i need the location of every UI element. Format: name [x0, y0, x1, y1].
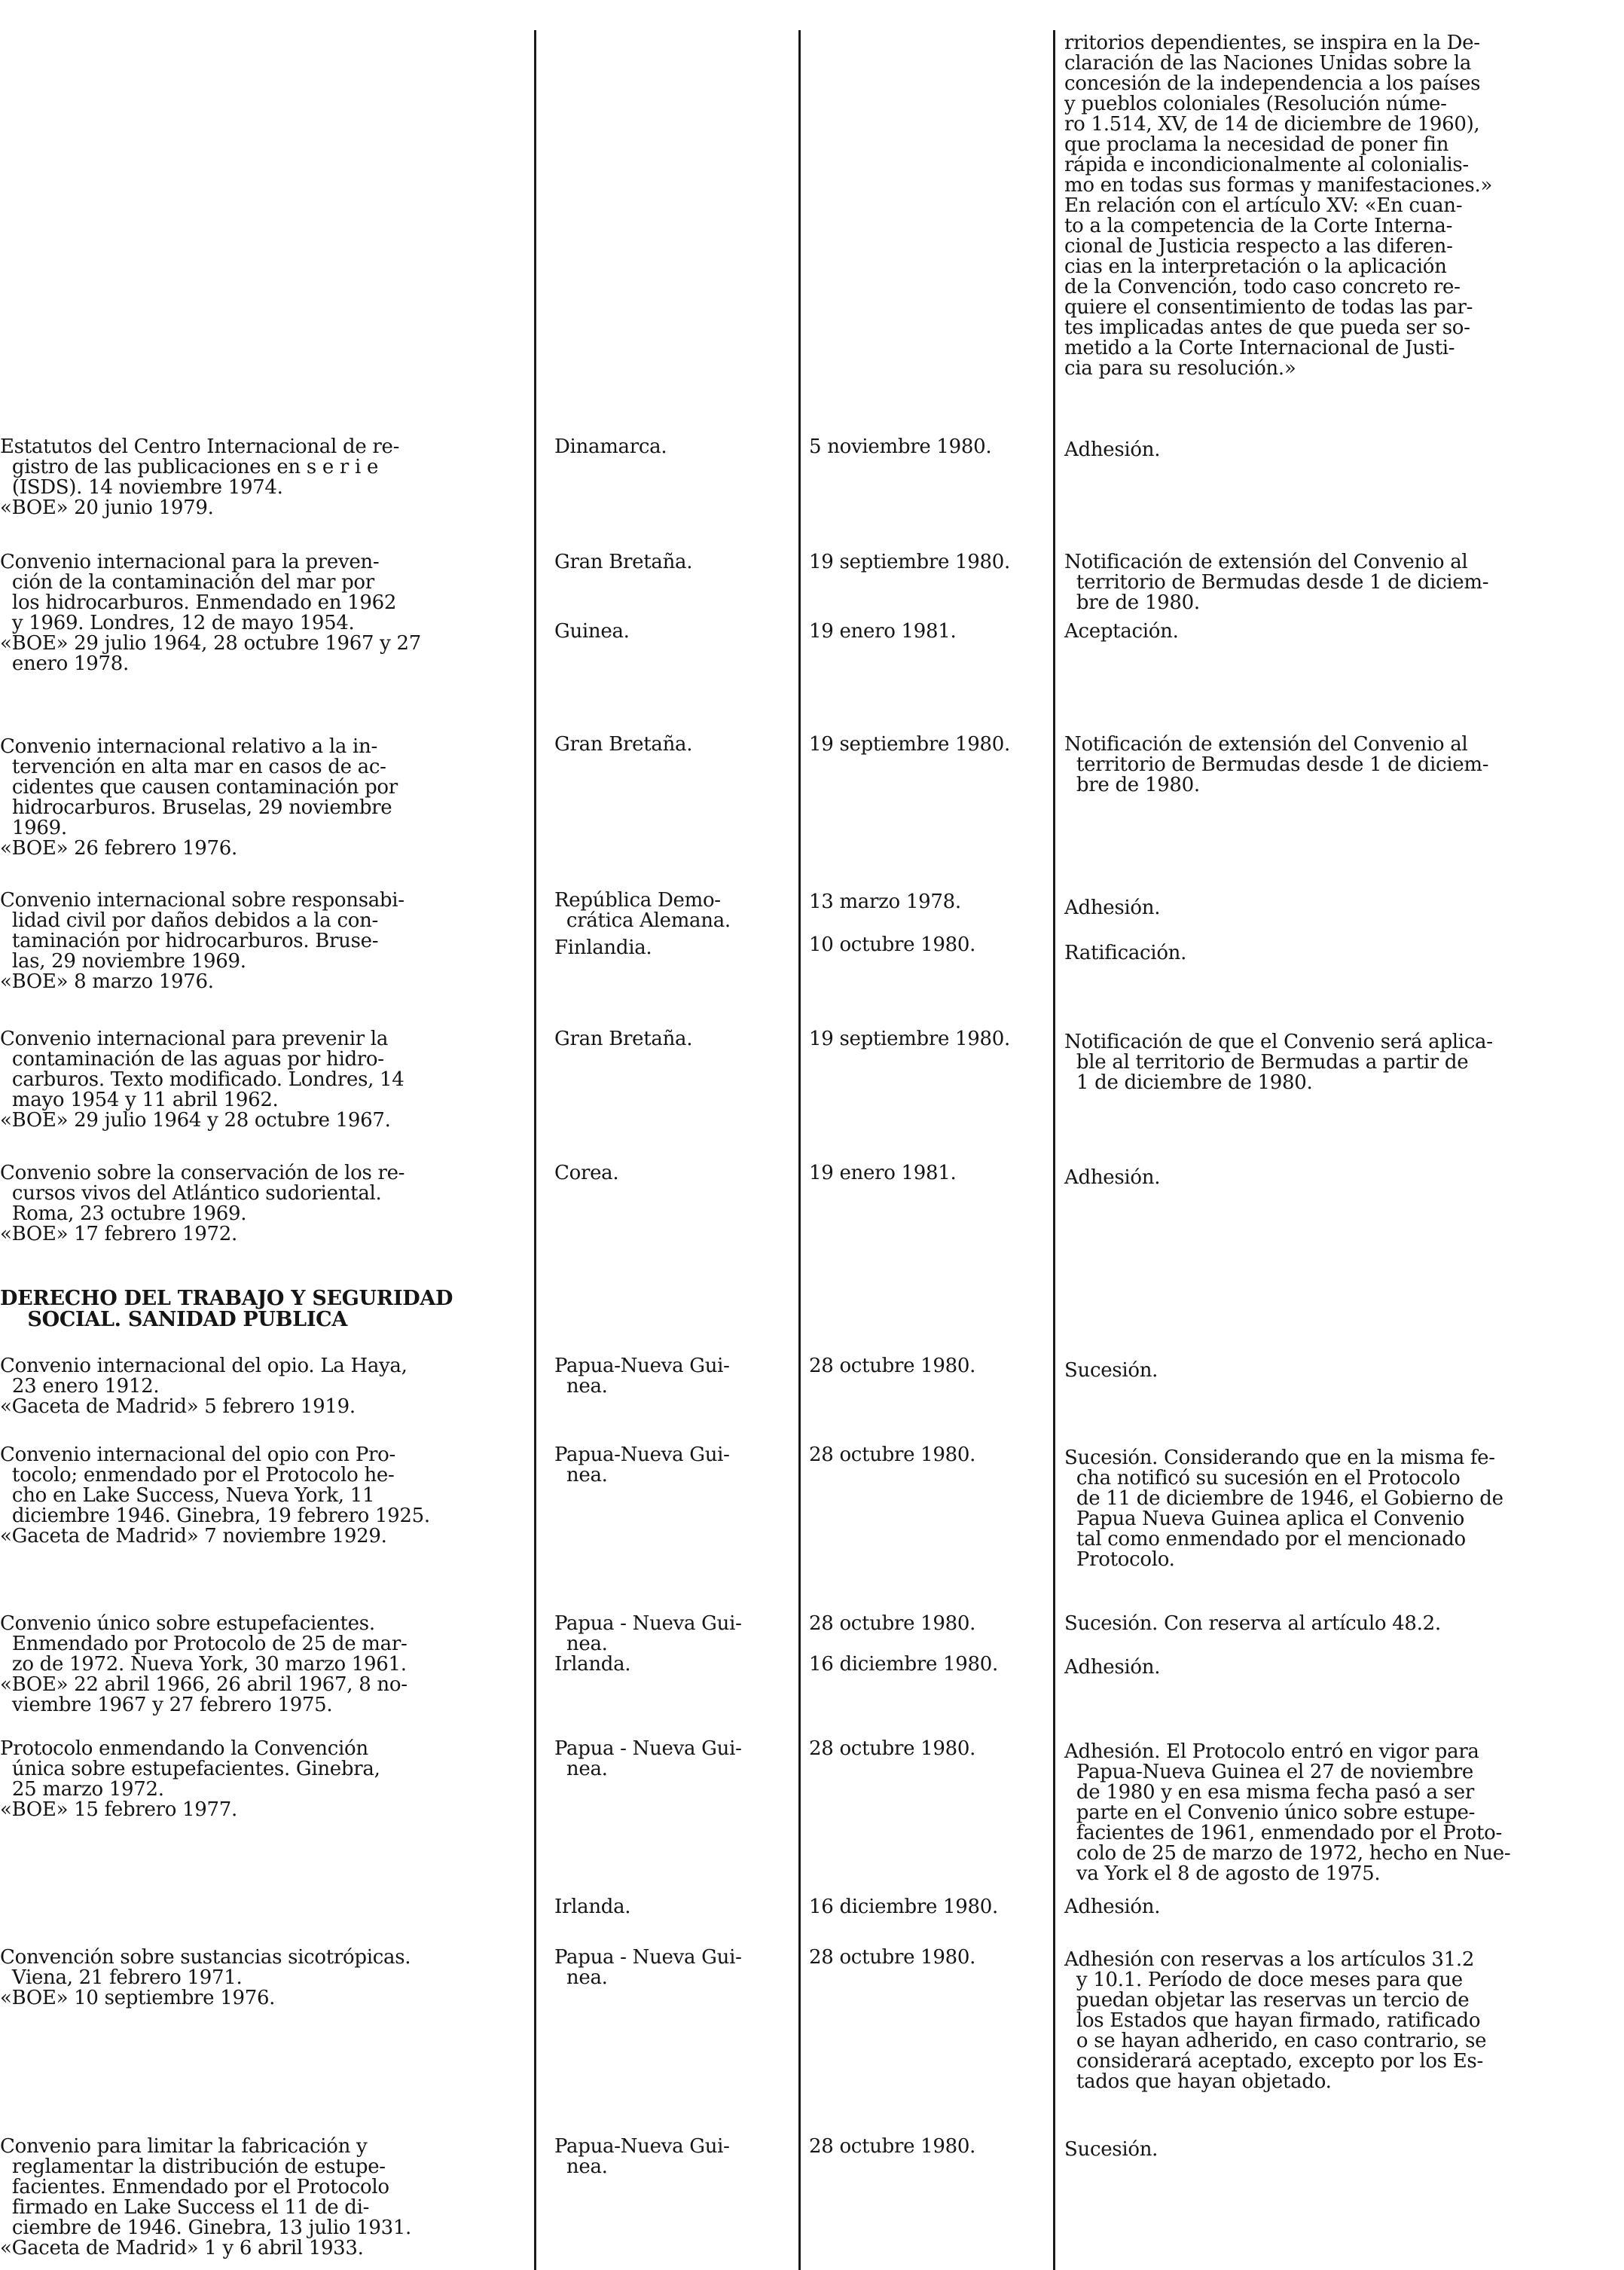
action-date: 5 noviembre 1980.	[809, 435, 992, 458]
action-date: 28 octubre 1980.	[809, 1737, 976, 1760]
state-name: Papua-Nueva Gui- nea.	[554, 1444, 730, 1486]
state-name: Gran Bretaña.	[554, 551, 693, 573]
remark-text: Adhesión.	[1064, 1656, 1161, 1679]
state-name: Irlanda.	[554, 1896, 631, 1918]
treaty-entry: Convenio internacional sobre responsabi- lidad civil por daños debidos a la con- taminación por hidrocarburos. Bruse- las, 29 noviembre 1969. «BOE» 8 marzo 1976.	[0, 889, 404, 993]
remark-text: Sucesión. Considerando que en la misma fe- cha notificó su sucesión en el Protocolo de 11 de diciembre de 1946, el Gobierno de Papua Nueva Guinea aplica el Convenio tal como enmendado por el mencionado Protocolo.	[1064, 1447, 1503, 1571]
treaty-entry: Convenio sobre la conservación de los re- cursos vivos del Atlántico sudoriental. Roma, 23 octubre 1969. «BOE» 17 febrero 1972.	[0, 1162, 405, 1245]
treaty-entry: Convención sobre sustancias sicotrópicas. Viena, 21 febrero 1971. «BOE» 10 septiembre 1976.	[0, 1946, 411, 2009]
state-name: Irlanda.	[554, 1653, 631, 1676]
treaty-entry: Convenio internacional relativo a la in- tervención en alta mar en casos de ac- cidentes que causen contaminación por hidrocarburos. Bruselas, 29 noviembre 1969. «BOE» 26 febrero 1976.	[0, 735, 398, 860]
remark-text: Notificación de extensión del Convenio al territorio de Bermudas desde 1 de diciem- bre de 1980.	[1064, 551, 1489, 614]
treaty-entry: Convenio único sobre estupefacientes. Enmendado por Protocolo de 25 de mar- zo de 1972. Nueva York, 30 marzo 1961. «BOE» 22 abril 1966, 26 abril 1967, 8 no- viembre 1967 y 27 febrero 1975.	[0, 1612, 408, 1716]
state-name: Papua-Nueva Gui- nea.	[554, 1355, 730, 1398]
remark-text: Sucesión. Con reserva al artículo 48.2.	[1064, 1612, 1441, 1635]
treaty-entry: Convenio para limitar la fabricación y reglamentar la distribución de estupe- facientes. Enmendado por el Protocolo firmado en Lake Success el 11 de di- ciembre de 1946. Ginebra, 13 julio 1931. «Gaceta de Madrid» 1 y 6 abril 1933.	[0, 2135, 412, 2259]
action-date: 19 septiembre 1980.	[809, 1028, 1010, 1050]
remark-text: Adhesión.	[1064, 897, 1161, 919]
section-heading: DERECHO DEL TRABAJO Y SEGURIDAD SOCIAL. SANIDAD PUBLICA	[0, 1287, 453, 1331]
action-date: 10 octubre 1980.	[809, 933, 976, 956]
column-rule-1	[534, 30, 536, 2270]
action-date: 28 octubre 1980.	[809, 1444, 976, 1466]
remark-text: Sucesión.	[1064, 2138, 1158, 2161]
state-name: Gran Bretaña.	[554, 733, 693, 756]
remark-text: Adhesión con reservas a los artículos 31.2 y 10.1. Período de doce meses para que puedan objetar las reservas un tercio de los Estados que hayan firmado, ratificado o se hayan adherido, en caso contrario, se considerará aceptado, excepto por los Es- tados que hayan objetado.	[1064, 1948, 1487, 2093]
state-name: Finlandia.	[554, 936, 652, 959]
state-name: Guinea.	[554, 620, 630, 643]
state-name: Papua - Nueva Gui- nea.	[554, 1946, 742, 1989]
treaty-entry: Convenio internacional para prevenir la contaminación de las aguas por hidro- carburos. Texto modificado. Londres, 14 mayo 1954 y 11 abril 1962. «BOE» 29 julio 1964 y 28 octubre 1967.	[0, 1028, 404, 1132]
state-name: Corea.	[554, 1162, 619, 1184]
remark-text: Adhesión. El Protocolo entró en vigor para Papua-Nueva Guinea el 27 de noviembre de 1980 y en esa misma fecha pasó a ser parte en el Convenio único sobre estupe- facientes de 1961, enmendado por el Proto- colo de 25 de marzo de 1972, hecho en Nue- va York el 8 de agosto de 1975.	[1064, 1740, 1511, 1885]
remark-text: Notificación de que el Convenio será aplica- ble al territorio de Bermudas a partir de 1 de diciembre de 1980.	[1064, 1031, 1493, 1094]
column-rule-3	[1053, 30, 1055, 2270]
action-date: 19 enero 1981.	[809, 620, 957, 643]
treaty-entry: Estatutos del Centro Internacional de re- gistro de las publicaciones en s e r i e (ISDS). 14 noviembre 1974. «BOE» 20 junio 1979.	[0, 435, 400, 519]
continued-remark: rritorios dependientes, se inspira en la De- claración de las Naciones Unidas sobre la concesión de la independencia a los países y pueblos coloniales (Resolución núme- ro 1.514, XV, de 14 de diciembre de 1960), que proclama la necesidad de poner fin rápida e incondicionalmente al colonialis- mo en todas sus formas y manifestaciones.» En relación con el artículo XV: «En cuan- to a la competencia de la Corte Interna- cional de Justicia respecto a las diferen- cias en la interpretación o la aplicación de la Convención, todo caso concreto re- quiere el consentimiento de todas las par- tes implicadas antes de que pueda ser so- metido a la Corte Internacional de Justi- cia para su resolución.»	[1064, 32, 1493, 380]
state-name: Dinamarca.	[554, 435, 667, 458]
state-name: Papua-Nueva Gui- nea.	[554, 2135, 730, 2178]
action-date: 28 octubre 1980.	[809, 1946, 976, 1969]
action-date: 19 enero 1981.	[809, 1162, 957, 1184]
state-name: Gran Bretaña.	[554, 1028, 693, 1050]
action-date: 28 octubre 1980.	[809, 1355, 976, 1377]
action-date: 13 marzo 1978.	[809, 891, 961, 913]
state-name: Papua - Nueva Gui- nea.	[554, 1612, 742, 1655]
remark-text: Adhesión.	[1064, 1896, 1161, 1918]
action-date: 19 septiembre 1980.	[809, 551, 1010, 573]
remark-text: Aceptación.	[1064, 620, 1179, 643]
remark-text: Ratificación.	[1064, 942, 1187, 964]
action-date: 16 diciembre 1980.	[809, 1653, 998, 1676]
remark-text: Adhesión.	[1064, 1166, 1161, 1189]
remark-text: Sucesión.	[1064, 1359, 1158, 1382]
treaty-entry: Protocolo enmendando la Convención única sobre estupefacientes. Ginebra, 25 marzo 1972. «BOE» 15 febrero 1977.	[0, 1737, 380, 1821]
treaty-entry: Convenio internacional del opio con Pro- tocolo; enmendado por el Protocolo he- cho en Lake Success, Nueva York, 11 diciembre 1946. Ginebra, 19 febrero 1925. «Gaceta de Madrid» 7 noviembre 1929.	[0, 1444, 430, 1547]
state-name: República Demo- crática Alemana.	[554, 889, 731, 932]
treaty-entry: Convenio internacional para la preven- ción de la contaminación del mar por los hidrocarburos. Enmendado en 1962 y 1969. Londres, 12 de mayo 1954. «BOE» 29 julio 1964, 28 octubre 1967 y 27 enero 1978.	[0, 551, 422, 675]
column-rule-2	[798, 30, 801, 2270]
state-name: Papua - Nueva Gui- nea.	[554, 1737, 742, 1780]
action-date: 16 diciembre 1980.	[809, 1896, 998, 1918]
remark-text: Notificación de extensión del Convenio al territorio de Bermudas desde 1 de diciem- bre de 1980.	[1064, 733, 1489, 796]
action-date: 28 octubre 1980.	[809, 2135, 976, 2158]
action-date: 28 octubre 1980.	[809, 1612, 976, 1635]
remark-text: Adhesión.	[1064, 438, 1161, 461]
action-date: 19 septiembre 1980.	[809, 733, 1010, 756]
treaty-entry: Convenio internacional del opio. La Haya, 23 enero 1912. «Gaceta de Madrid» 5 febrero 1919.	[0, 1355, 408, 1418]
